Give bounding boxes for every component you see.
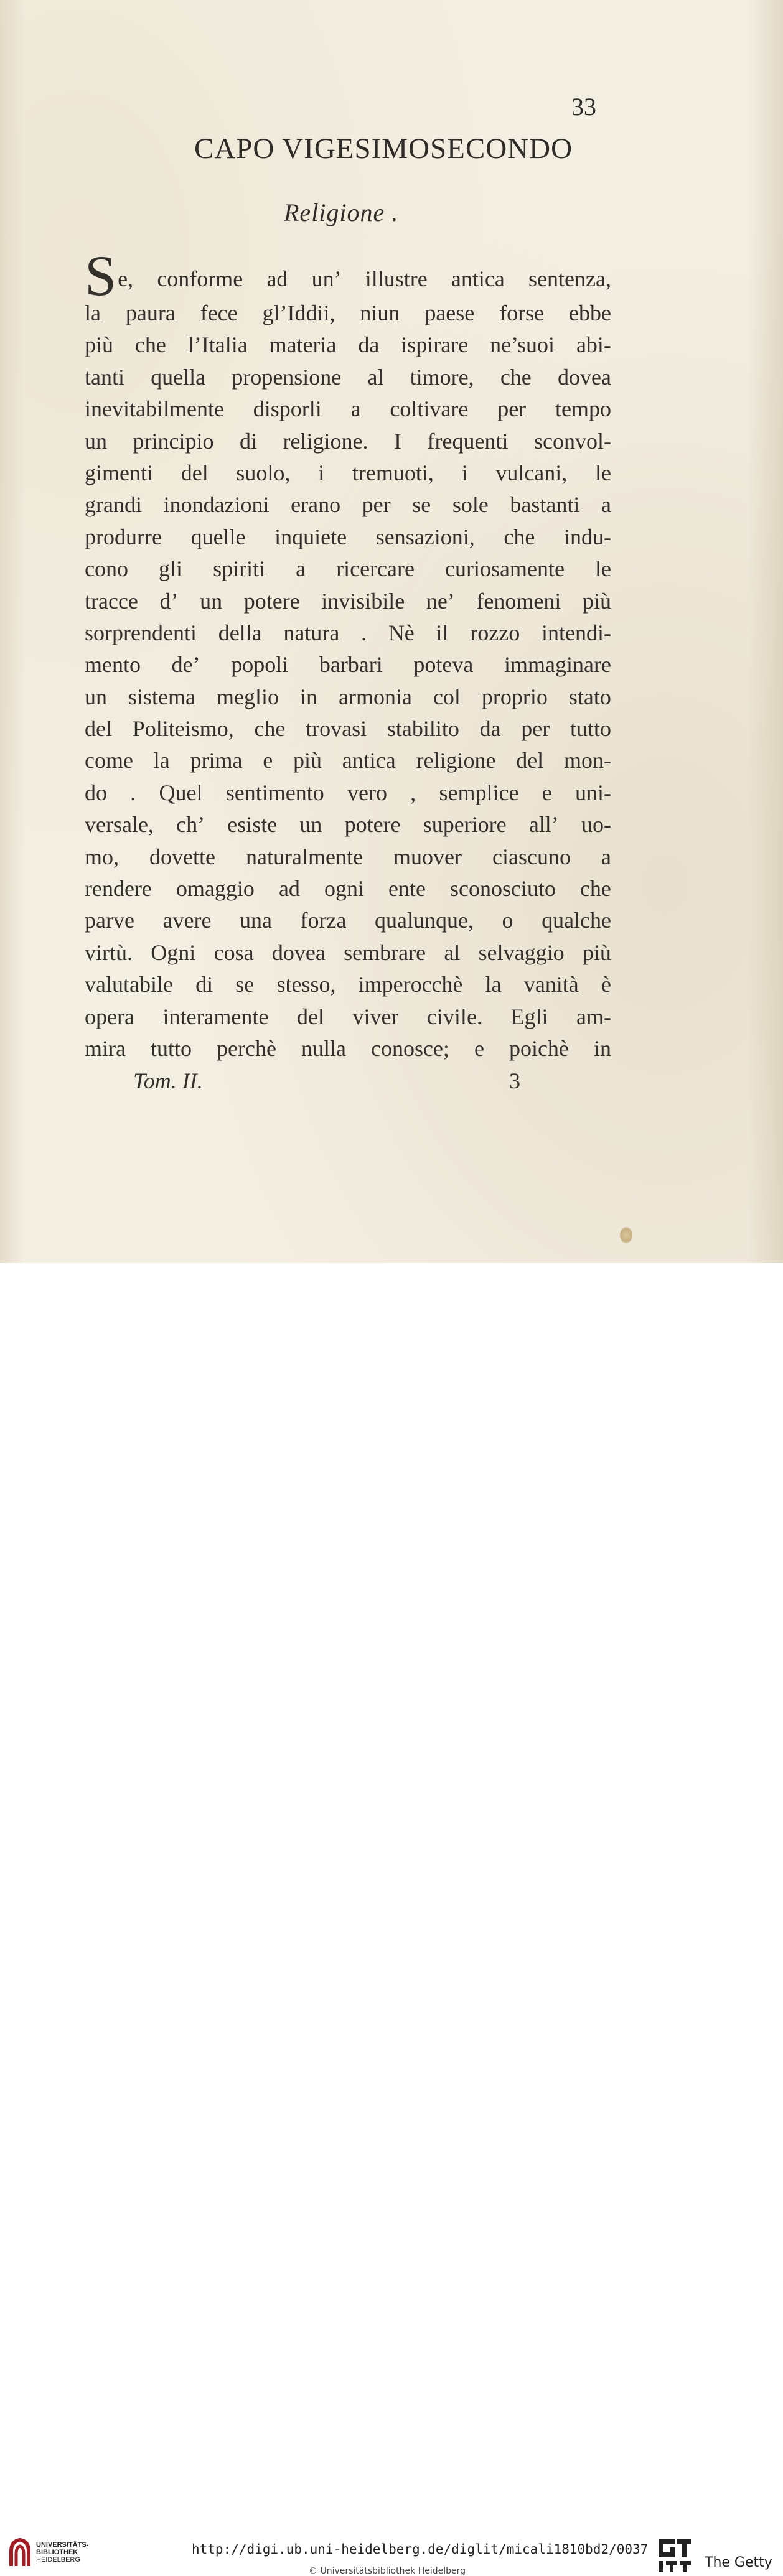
word: civile. xyxy=(426,1004,482,1029)
word: inondazioni xyxy=(163,492,270,518)
word: o xyxy=(502,908,513,933)
word: ciascuno xyxy=(492,844,571,869)
word: la xyxy=(485,972,502,997)
word: più xyxy=(293,748,322,773)
word: illustre xyxy=(365,266,428,291)
word: che xyxy=(504,524,535,549)
word: opera xyxy=(85,1004,134,1029)
word: inquiete xyxy=(274,524,347,549)
paper-stain xyxy=(620,1227,632,1243)
word: timore, xyxy=(410,364,474,390)
text-lines xyxy=(85,297,611,1065)
text-line xyxy=(85,586,611,617)
word: dovea xyxy=(557,364,611,390)
word: più xyxy=(582,940,611,965)
word: qualche xyxy=(542,908,611,933)
word: se xyxy=(412,492,431,518)
word: al xyxy=(444,940,461,965)
word: sconosciuto xyxy=(449,876,556,902)
word: a xyxy=(601,492,611,518)
word: tempo xyxy=(555,396,611,422)
word: stabilito xyxy=(387,716,459,742)
word: a xyxy=(601,844,611,869)
word: che xyxy=(500,364,532,390)
word: sembrare xyxy=(344,940,426,965)
text-line xyxy=(85,426,611,457)
text-line xyxy=(85,1001,611,1033)
word: tutto xyxy=(151,1035,192,1061)
text-line xyxy=(85,873,611,905)
getty-logo-icon xyxy=(657,2536,692,2574)
word: un xyxy=(85,684,107,709)
word: materia xyxy=(269,332,337,358)
word: Egli xyxy=(510,1004,548,1029)
word: Quel xyxy=(159,780,203,805)
word: è xyxy=(601,972,611,997)
word: come xyxy=(85,748,133,773)
text-line xyxy=(85,329,611,361)
word: disporli xyxy=(253,396,322,422)
word: in xyxy=(593,1035,611,1061)
text-line xyxy=(85,809,611,841)
word: che xyxy=(579,876,611,902)
word: per xyxy=(521,716,550,742)
word: suolo, xyxy=(236,460,291,485)
word: un xyxy=(85,428,107,454)
word: più xyxy=(582,588,611,614)
signature-mark: Tom. II. xyxy=(133,1068,203,1093)
word: poichè xyxy=(509,1035,569,1061)
word: sconvol- xyxy=(533,428,611,454)
word: Ogni xyxy=(151,940,196,965)
text-line xyxy=(85,1033,611,1065)
word: se xyxy=(235,972,255,997)
library-name-line: BIBLIOTHEK xyxy=(36,2549,78,2556)
word: interamente xyxy=(162,1004,269,1029)
word: paese xyxy=(424,301,475,325)
text-line xyxy=(85,617,611,649)
word: parve xyxy=(85,908,134,933)
text-line xyxy=(85,393,611,425)
text-line xyxy=(85,905,611,936)
word: la xyxy=(85,301,101,325)
word: imperocchè xyxy=(358,972,463,997)
word: al xyxy=(367,364,384,390)
word: versale, xyxy=(85,812,154,838)
copyright-notice: © Universitätsbibliothek Heidelberg xyxy=(309,2566,466,2576)
text-line xyxy=(85,937,611,969)
word: dovea xyxy=(271,940,326,965)
word: ad xyxy=(278,876,300,902)
text-line xyxy=(85,297,611,329)
word: i xyxy=(318,460,325,485)
word: tremuoti, xyxy=(352,460,434,485)
word: cosa xyxy=(213,940,254,965)
word: semplice xyxy=(439,780,519,805)
word: un’ xyxy=(311,266,342,291)
word: rozzo xyxy=(470,620,520,645)
text-line xyxy=(85,457,611,489)
word: il xyxy=(436,620,449,645)
word: viver xyxy=(352,1004,399,1029)
word: stato xyxy=(568,684,611,709)
text-line xyxy=(85,777,611,809)
word: conforme xyxy=(157,266,243,291)
library-name-line: UNIVERSITÄTS- xyxy=(36,2541,89,2549)
ub-heidelberg-logo-icon xyxy=(7,2537,32,2570)
word: tutto xyxy=(570,716,611,742)
word: gl’Iddii, xyxy=(262,301,335,325)
word: fenomeni xyxy=(476,588,561,614)
word: forse xyxy=(499,301,545,325)
word: fece xyxy=(200,301,238,325)
word: che xyxy=(134,332,166,358)
word: indu- xyxy=(563,524,611,549)
word: a xyxy=(350,396,361,422)
word: del xyxy=(181,460,209,485)
word: per xyxy=(497,396,527,422)
word: selvaggio xyxy=(478,940,565,965)
word: abi- xyxy=(576,332,611,358)
word: del xyxy=(516,748,544,773)
word: e xyxy=(474,1035,484,1061)
text-line xyxy=(85,745,611,777)
word: vulcani, xyxy=(495,460,568,485)
word: armonia xyxy=(338,684,412,709)
word: am- xyxy=(576,1004,611,1029)
word: ispirare xyxy=(401,332,469,358)
word: che xyxy=(254,716,286,742)
word: . xyxy=(130,780,136,805)
word: della xyxy=(218,620,262,645)
word: ente xyxy=(388,876,426,902)
word: religione. xyxy=(283,428,368,454)
body-text xyxy=(85,244,611,1065)
section-subtitle: Religione . xyxy=(284,198,399,226)
word: uo- xyxy=(581,812,611,838)
word: potere xyxy=(344,812,401,838)
word: ebbe xyxy=(569,301,611,325)
word: intendi- xyxy=(541,620,611,645)
first-word xyxy=(85,244,134,307)
word: sentenza, xyxy=(528,266,611,291)
word: ch’ xyxy=(176,812,205,838)
word: la xyxy=(153,748,170,773)
word: meglio xyxy=(216,684,279,709)
word: mira xyxy=(85,1035,126,1061)
word: i xyxy=(461,460,468,485)
word: per xyxy=(362,492,391,518)
page-number: 33 xyxy=(571,93,596,121)
word: principio xyxy=(133,428,214,454)
word: uni- xyxy=(575,780,611,805)
text-line xyxy=(85,489,611,521)
word: ne’ xyxy=(426,588,455,614)
word: poteva xyxy=(413,652,474,678)
word: curiosamente xyxy=(445,556,565,582)
word: superiore xyxy=(423,812,507,838)
word: da xyxy=(358,332,380,358)
word: antica xyxy=(451,266,505,291)
word: quelle xyxy=(190,524,246,549)
word: in xyxy=(299,684,317,709)
word: col xyxy=(433,684,461,709)
word: a xyxy=(296,556,306,582)
footer-bar xyxy=(0,1263,783,2576)
word: perchè xyxy=(217,1035,276,1061)
word: conosce; xyxy=(370,1035,449,1061)
word: un xyxy=(299,812,322,838)
signature-number: 3 xyxy=(509,1068,520,1093)
word: popoli xyxy=(231,652,289,678)
word: qualunque, xyxy=(375,908,474,933)
word: sensazioni, xyxy=(375,524,475,549)
word: sole xyxy=(452,492,489,518)
word: del xyxy=(296,1004,324,1029)
word: prima xyxy=(190,748,243,773)
word: e xyxy=(542,780,552,805)
word: una xyxy=(239,908,272,933)
text-line xyxy=(85,713,611,745)
word: le xyxy=(595,460,611,485)
word: avere xyxy=(162,908,212,933)
word: produrre xyxy=(85,524,162,549)
word: invisibile xyxy=(321,588,405,614)
word: muover xyxy=(393,844,462,869)
word: naturalmente xyxy=(246,844,363,869)
word: do xyxy=(85,780,107,805)
word: rendere xyxy=(85,876,152,902)
word: bastanti xyxy=(510,492,580,518)
word: sistema xyxy=(128,684,195,709)
word: ricercare xyxy=(336,556,415,582)
word: da xyxy=(479,716,501,742)
word: sentimento xyxy=(225,780,324,805)
word: forza xyxy=(300,908,347,933)
getty-label: The Getty xyxy=(705,2555,772,2570)
word: le xyxy=(594,556,611,582)
word: , xyxy=(410,780,416,805)
word: del xyxy=(85,716,112,742)
word: un xyxy=(200,588,223,614)
word: d’ xyxy=(159,588,179,614)
word: niun xyxy=(360,301,400,325)
word: paura xyxy=(125,301,176,325)
word: grandi xyxy=(85,492,142,518)
text-line xyxy=(85,362,611,393)
word: barbari xyxy=(319,652,383,678)
word: mo, xyxy=(85,844,120,869)
scanned-page xyxy=(0,0,783,1263)
word: valutabile xyxy=(85,972,173,997)
word: quella xyxy=(151,364,206,390)
word: più xyxy=(85,332,114,358)
text-line xyxy=(85,244,611,307)
text-line xyxy=(85,841,611,873)
text-line xyxy=(85,521,611,553)
word: natura xyxy=(283,620,340,645)
word: di xyxy=(240,428,258,454)
text-line xyxy=(85,969,611,1001)
word: religione xyxy=(416,748,496,773)
library-name xyxy=(36,2541,88,2564)
word: . xyxy=(361,620,367,645)
word: mon- xyxy=(563,748,611,773)
text-line xyxy=(85,681,611,713)
word: l’Italia xyxy=(187,332,248,358)
word: ad xyxy=(266,266,288,291)
word: frequenti xyxy=(427,428,509,454)
word: cono xyxy=(85,556,128,582)
word: trovasi xyxy=(306,716,367,742)
word: Nè xyxy=(388,620,415,645)
chapter-title: CAPO VIGESIMOSECONDO xyxy=(194,133,573,165)
word: esiste xyxy=(227,812,278,838)
word: vero xyxy=(347,780,387,805)
word: tanti xyxy=(85,364,124,390)
word: immaginare xyxy=(504,652,611,678)
word: all’ xyxy=(528,812,559,838)
word: inevitabilmente xyxy=(85,396,224,422)
word: nulla xyxy=(301,1035,346,1061)
word: mento xyxy=(85,652,141,678)
word: proprio xyxy=(481,684,548,709)
word: potere xyxy=(243,588,300,614)
word: propensione xyxy=(232,364,342,390)
word: gli xyxy=(159,556,183,582)
word: I xyxy=(394,428,402,454)
word: sorprendenti xyxy=(85,620,197,645)
permalink-url[interactable]: http://digi.ub.uni-heidelberg.de/diglit/micali1810bd2/0037 xyxy=(192,2542,649,2557)
word: stesso, xyxy=(276,972,336,997)
word: virtù. xyxy=(85,940,133,965)
text-line xyxy=(85,649,611,681)
word: e, xyxy=(118,266,134,291)
word: spiriti xyxy=(213,556,266,582)
word: ne’suoi xyxy=(490,332,555,358)
word: Politeismo, xyxy=(132,716,234,742)
word: antica xyxy=(342,748,396,773)
word: coltivare xyxy=(390,396,469,422)
word: ogni xyxy=(324,876,364,902)
drop-cap: S xyxy=(85,244,117,307)
word: vanità xyxy=(523,972,579,997)
word: omaggio xyxy=(176,876,255,902)
word: dovette xyxy=(149,844,216,869)
word: erano xyxy=(291,492,341,518)
word: e xyxy=(263,748,273,773)
word: di xyxy=(195,972,213,997)
word: gimenti xyxy=(85,460,153,485)
library-name-line: HEIDELBERG xyxy=(36,2556,80,2564)
word: tracce xyxy=(85,588,138,614)
text-line xyxy=(85,553,611,585)
word: de’ xyxy=(171,652,200,678)
